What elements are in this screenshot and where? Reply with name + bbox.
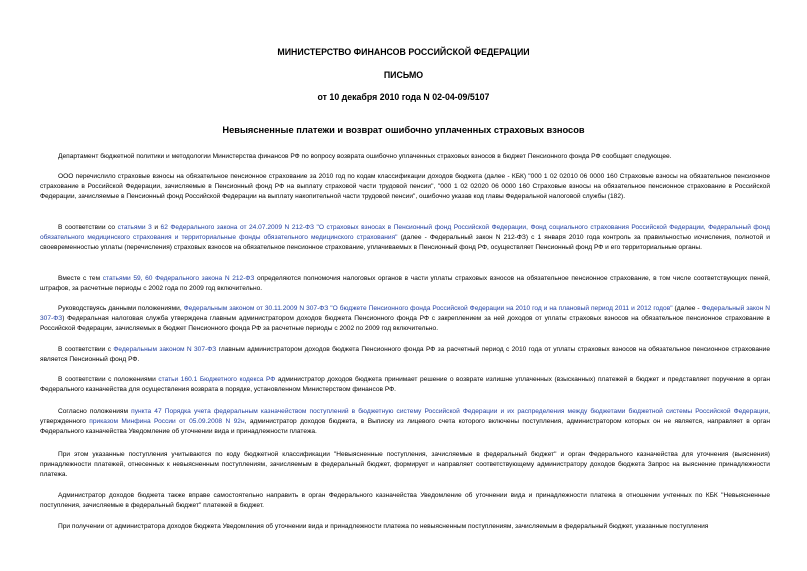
treasury-order-item-47-link[interactable]: пункта 47 Порядка учета федеральным казначейством поступлений в бюджетную систему Российской Федерации и их распределения между бюджетами бюджетной системы Российской Федерации <box>131 408 769 415</box>
paragraph-3 <box>40 223 770 253</box>
paragraph-3-text-c: (далее - Федеральный закон N 212-ФЗ) с 1 января 2010 года контроль за правильностью исчисления, полнотой и своевременностью уплаты (перечисления) страховых взносов на обязательное пенсионное страхование, уплачиваемых в Пенсионный фонд РФ, осуществляет Пенсионный фонд РФ и его территориальные органы. <box>40 234 770 251</box>
paragraph-3-text-b: и <box>151 224 161 231</box>
law-307-fz-full-link[interactable]: Федеральным законом от 30.11.2009 N 307-ФЗ "О бюджете Пенсионного фонда Российской Федерации на 2010 год и на плановый период 2011 и 2012 годов" <box>183 305 673 312</box>
paragraph-4 <box>40 274 770 294</box>
paragraph-1: Департамент бюджетной политики и методологии Министерства финансов РФ по вопросу возврата ошибочно уплаченных страховых взносов в бюджет Пенсионного фонда РФ сообщает следующее. <box>58 153 672 160</box>
paragraph-8 <box>40 407 770 437</box>
paragraph-9: При этом указанные поступления учитываются по коду бюджетной классификации "Невыясненные поступления, зачисляемые в федеральный бюджет" и орган Федерального казначейства для уточнения (выяснения) принадлежности платежей, отнесенных к невыясненным поступлениям, зачисляемым в федеральный бюджет, формирует и направляет соответствующему администратору доходов бюджета Запрос на выяснение принадлежности платежа. <box>40 451 770 478</box>
paragraph-2: ООО перечислило страховые взносы на обязательное пенсионное страхование за 2010 год по кодам классификации доходов бюджета (далее - КБК) "000 1 02 02010 06 0000 160 Страховые взносы на обязательное пенсионное страхование в Российской Федерации, зачисляемые в Пенсионный фонд РФ на выплату страховой части трудовой пенсии", "000 1 02 02020 06 0000 160 Страховые взносы на обязательное пенсионное страхование в Российской Федерации, зачисляемые в Пенсионный фонд Российской Федерации на выплату накопительной части трудовой пенсии", ошибочно указав код главы Федеральной налоговой службы (182). <box>40 173 770 200</box>
paragraph-5-text-b: (далее - <box>672 305 702 312</box>
paragraph-7-text-b: администратор доходов бюджета принимает решение о возврате излишне уплаченных (взысканных) платежей в бюджет и представляет поручение в орган Федерального казначейства для осуществления возврата в порядке, установленном Министерством финансов РФ. <box>40 376 770 393</box>
paragraph-4-text-b: определяются полномочия налоговых органов в части уплаты страховых взносов на обязательное пенсионное страхование, в том числе соответствующих пеней, штрафов, за расчетные периоды с 2002 года по 2009 год включительно. <box>40 275 771 292</box>
law-212-fz-link[interactable]: 62 Федерального закона от 24.07.2009 N 212-ФЗ "О страховых взносах в Пенсионный фонд Российской Федерации, Фонд социального страхования Российской Федерации, Федеральный фонд обязательного медицинского страхования и территориальные фонды обязательного медицинского страхования" <box>40 224 770 241</box>
paragraph-8-text-b: , утвержденного <box>40 408 770 425</box>
paragraph-6-text-a: В соответствии с <box>58 346 114 353</box>
law-article-3-link[interactable]: статьями 3 <box>117 224 152 231</box>
minfin-order-92n-link[interactable]: приказом Минфина России от 05.09.2008 N 92н <box>89 418 245 425</box>
document-type: ПИСЬМО <box>383 70 424 80</box>
paragraph-10: Администратор доходов бюджета также вправе самостоятельно направить в орган Федерального казначейства Уведомление об уточнении вида и принадлежности платежа в отношении учтенных по КБК "Невыясненные поступления, зачисляемые в федеральный бюджет" платежей в бюджет. <box>40 492 770 509</box>
document-date-number: от 10 декабря 2010 года N 02-04-09/5107 <box>317 92 490 102</box>
law-307-fz-link[interactable]: Федеральным законом N 307-ФЗ <box>113 346 217 353</box>
paragraph-7-text-a: В соответствии с положениями <box>58 376 159 383</box>
paragraph-3-text-a: В соответствии со <box>58 224 118 231</box>
articles-59-60-link[interactable]: статьями 59, 60 Федерального закона N 212-ФЗ <box>102 275 255 282</box>
law-307-fz-short-link[interactable]: Федеральный закон N 307-ФЗ <box>40 305 770 322</box>
paragraph-8-text-a: Согласно положениям <box>58 408 132 415</box>
paragraph-5-text-c: ) Федеральная налоговая служба утверждена главным администратором доходов бюджета Пенсионного фонда РФ с закреплением за ней доходов от уплаты страховых взносов на обязательное пенсионное страхование в Российской Федерации, зачисляемых в бюджет Пенсионного фонда РФ за расчетные периоды с 2002 по 2009 год включительно. <box>40 315 770 332</box>
ministry-heading: МИНИСТЕРСТВО ФИНАНСОВ РОССИЙСКОЙ ФЕДЕРАЦИИ <box>277 47 530 57</box>
document-subject: Невыясненные платежи и возврат ошибочно уплаченных страховых взносов <box>222 125 585 135</box>
paragraph-8-text-c: , администратор доходов бюджета, в Выписку из лицевого счета которого включены поступления, администратором которых он не является, направляет в орган Федерального казначейства Уведомление об уточнении вида и принадлежности платежа. <box>40 418 770 435</box>
paragraph-11: При получении от администратора доходов бюджета Уведомления об уточнении вида и принадлежности платежа по невыясненным поступлениям, зачисляемым в федеральный бюджет, указанные поступления <box>58 523 709 530</box>
paragraph-7 <box>40 375 770 395</box>
budget-code-article-link[interactable]: статьи 160.1 Бюджетного кодекса РФ <box>158 376 276 383</box>
paragraph-5 <box>40 304 770 334</box>
paragraph-6-text-b: главным администратором доходов бюджета Пенсионного фонда РФ за расчетный период с 2010 года от уплаты страховых взносов на обязательное пенсионное страхование является Пенсионный фонд РФ. <box>40 346 770 363</box>
paragraph-6 <box>40 345 770 365</box>
paragraph-4-text-a: Вместе с тем <box>58 275 103 282</box>
paragraph-5-text-a: Руководствуясь данными положениями, <box>58 305 184 312</box>
